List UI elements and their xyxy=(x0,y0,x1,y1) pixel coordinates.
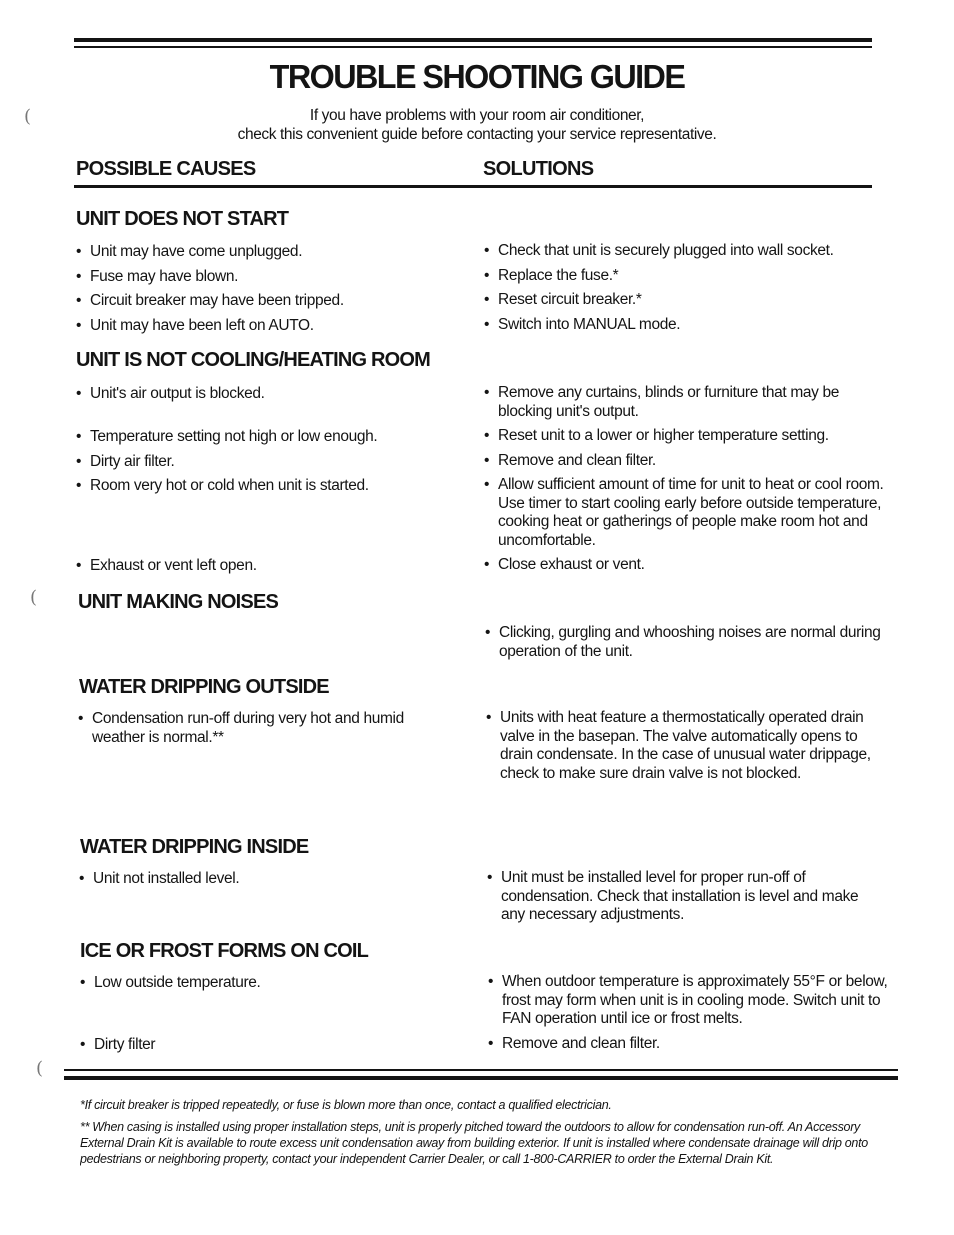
header-rule xyxy=(74,185,872,188)
solution-item: • Clicking, gurgling and whooshing noises are normal during operation of the unit. xyxy=(485,624,891,661)
solution-item: • Remove and clean filter. xyxy=(488,1035,894,1054)
solution-item: • Replace the fuse.* xyxy=(484,267,898,286)
cause-item: • Unit may have come unplugged. xyxy=(76,243,460,262)
cause-item: • Dirty air filter. xyxy=(76,453,460,472)
cause-item: • Unit may have been left on AUTO. xyxy=(76,317,460,336)
solution-item: • Unit must be installed level for proper run-off of condensation. Check that installation is level and make any necessary adjustments. xyxy=(487,869,869,925)
intro-line-2: check this convenient guide before contacting your service representative. xyxy=(237,126,717,143)
solution-item: • Switch into MANUAL mode. xyxy=(484,316,898,335)
solution-item: • Check that unit is securely plugged into wall socket. xyxy=(484,242,898,261)
cause-item: • Unit not installed level. xyxy=(79,870,463,889)
solution-item: • Remove any curtains, blinds or furniture that may be blocking unit's output. xyxy=(484,384,890,421)
cause-item: • Low outside temperature. xyxy=(80,974,464,993)
solution-item: • Reset circuit breaker.* xyxy=(484,291,898,310)
cause-item: • Exhaust or vent left open. xyxy=(76,557,460,576)
footnote-double-asterisk: ** When casing is installed using proper installation steps, unit is properly pitched toward the outdoors to allow for condensation run-off. An Accessory External Drain Kit is available to route excess unit condensation away from building exterior. If unit is installed where condensate drainage will drip onto pedestrians or neighboring property, contact your independent Carrier Dealer, or call 1-800-CARRIER to order the External Drain Kit. xyxy=(80,1120,868,1166)
solutions-column-heading: SOLUTIONS xyxy=(483,158,594,180)
solution-item: • Allow sufficient amount of time for unit to heat or cool room. Use timer to start cooling early before outside temperature, cooking heat or gatherings of people make room hot and uncomfortable. xyxy=(484,476,890,550)
cause-item: • Condensation run-off during very hot and humid weather is normal.** xyxy=(78,710,454,747)
cause-item: • Circuit breaker may have been tripped. xyxy=(76,292,460,311)
bottom-rule-thick xyxy=(64,1076,898,1080)
section-heading-water-dripping-inside: WATER DRIPPING INSIDE xyxy=(80,836,309,858)
section-heading-unit-does-not-start: UNIT DOES NOT START xyxy=(76,208,289,230)
cause-item: • Temperature setting not high or low enough. xyxy=(76,428,460,447)
page-title: TROUBLE SHOOTING GUIDE xyxy=(269,58,685,95)
bottom-rule-thin xyxy=(64,1069,898,1071)
top-rule-thin xyxy=(74,46,872,48)
cause-item: • Dirty filter xyxy=(80,1036,464,1055)
binder-hole-mark: ( xyxy=(24,106,32,127)
solution-item: • Reset unit to a lower or higher temperature setting. xyxy=(484,427,890,446)
solution-item: • Units with heat feature a thermostatically operated drain valve in the basepan. The valve automatically opens to drain condensate. In the case of unusual water drippage, check to make sure drain valve is not blocked. xyxy=(486,709,880,783)
binder-hole-mark: ( xyxy=(36,1058,44,1079)
solution-item: • Remove and clean filter. xyxy=(484,452,890,471)
section-heading-unit-making-noises: UNIT MAKING NOISES xyxy=(78,591,279,613)
binder-hole-mark: ( xyxy=(30,587,38,608)
section-heading-not-cooling-heating: UNIT IS NOT COOLING/HEATING ROOM xyxy=(76,349,431,371)
section-heading-ice-or-frost: ICE OR FROST FORMS ON COIL xyxy=(80,940,369,962)
solution-item: • Close exhaust or vent. xyxy=(484,556,890,575)
section-heading-water-dripping-outside: WATER DRIPPING OUTSIDE xyxy=(79,676,329,698)
cause-item: • Unit's air output is blocked. xyxy=(76,385,460,404)
top-rule-thick xyxy=(74,38,872,42)
cause-item: • Room very hot or cold when unit is started. xyxy=(76,477,460,496)
causes-column-heading: POSSIBLE CAUSES xyxy=(76,158,256,180)
intro-line-1: If you have problems with your room air conditioner, xyxy=(309,107,645,124)
footnote-single-asterisk: *If circuit breaker is tripped repeatedly, or fuse is blown more than once, contact a qualified electrician. xyxy=(80,1098,612,1112)
solution-item: • When outdoor temperature is approximately 55°F or below, frost may form when unit is in cooling mode. Switch unit to FAN operation until ice or frost melts. xyxy=(488,973,894,1029)
cause-item: • Fuse may have blown. xyxy=(76,268,460,287)
